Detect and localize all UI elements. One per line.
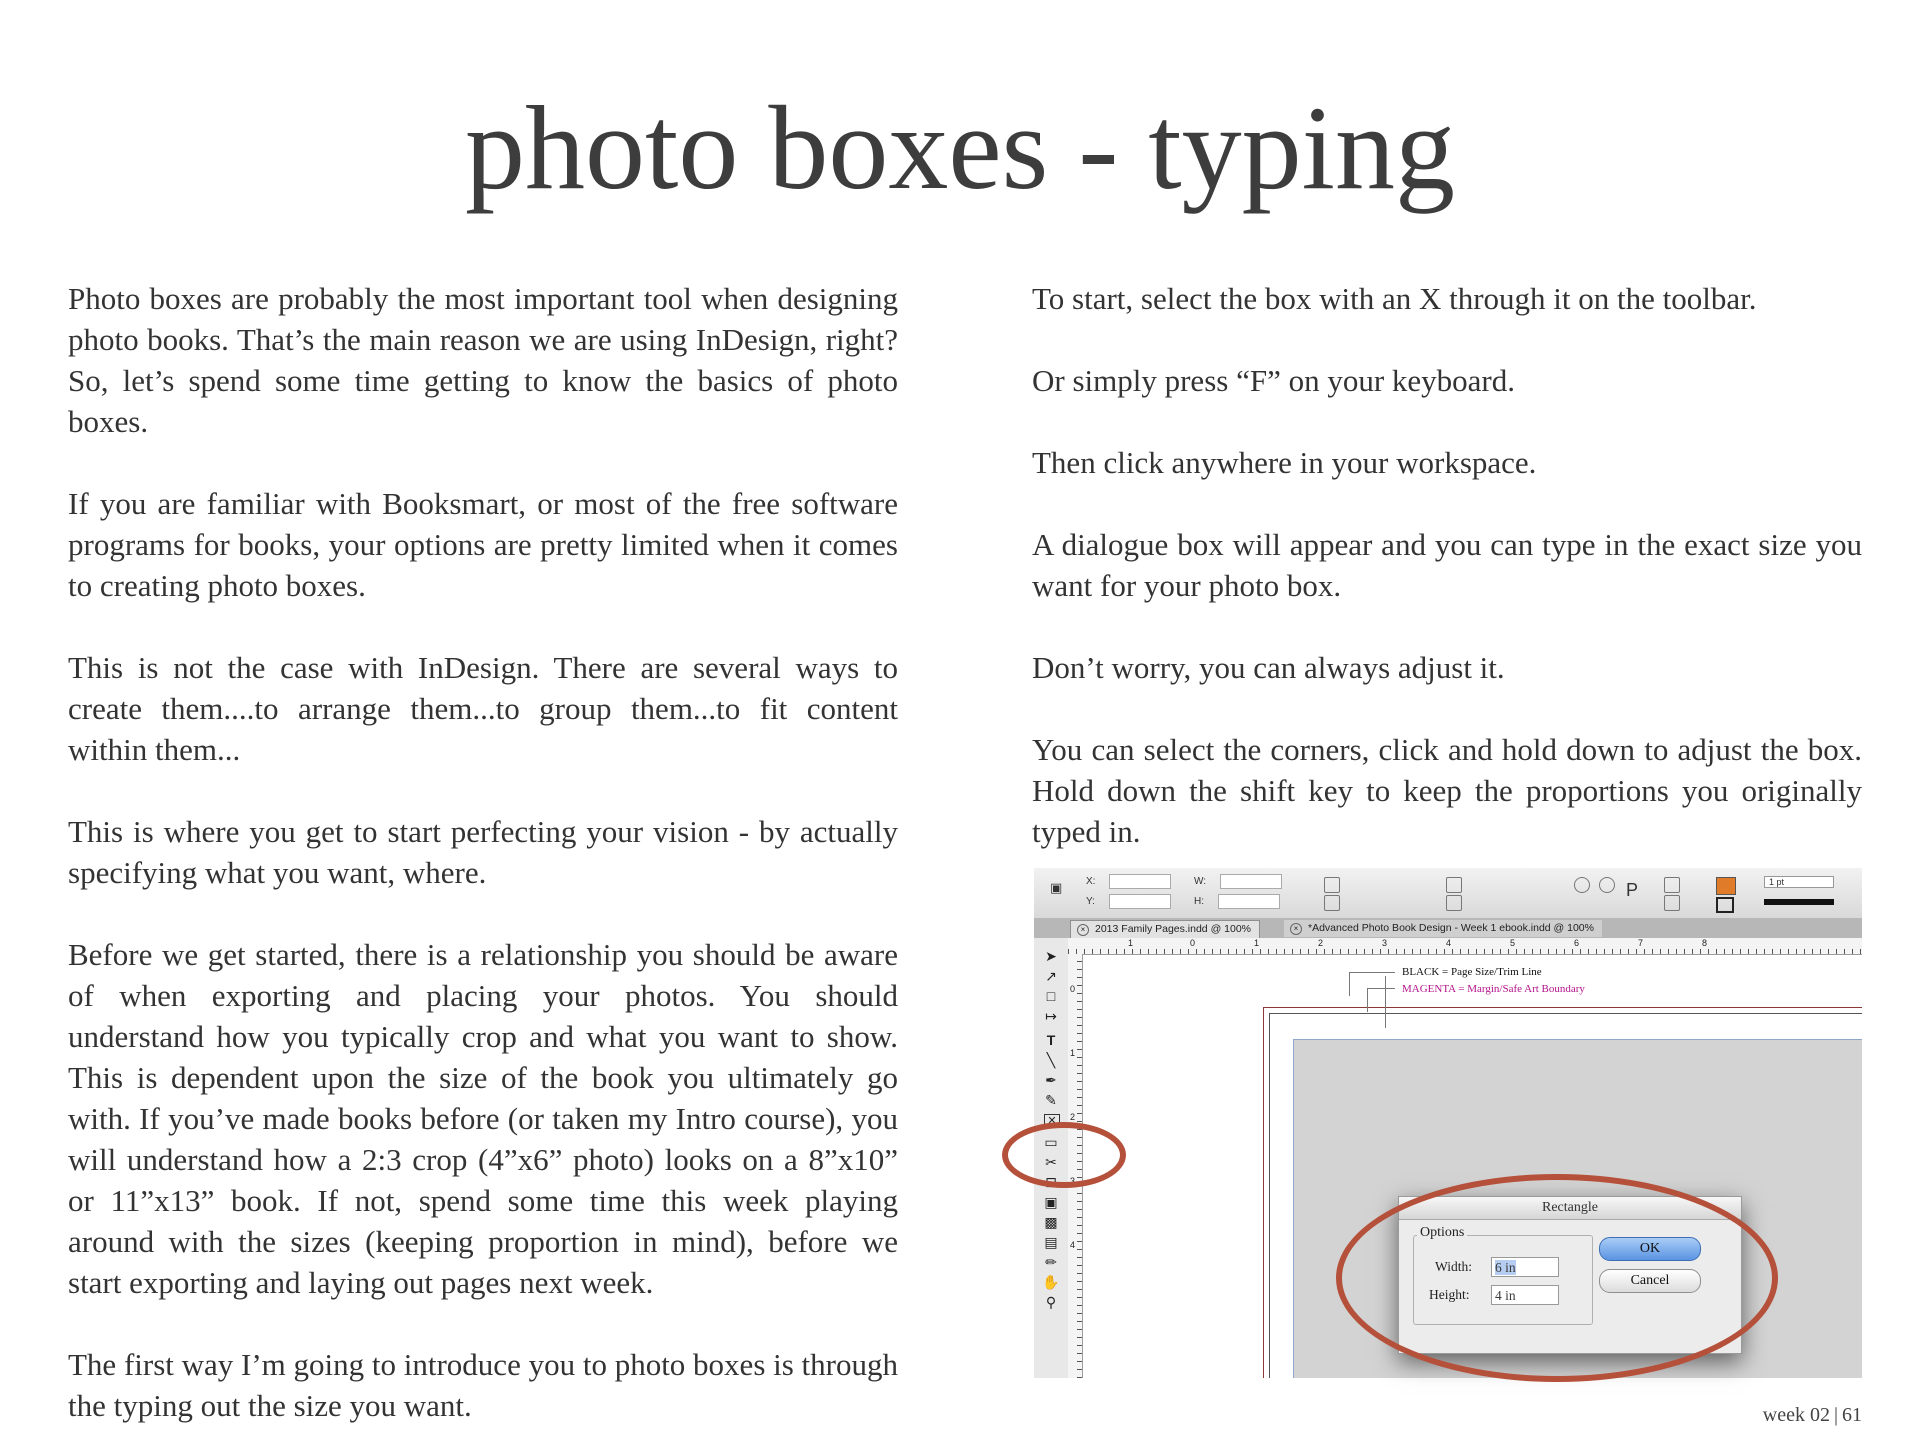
dialog-highlight-circle: [1336, 1174, 1778, 1382]
height-field[interactable]: 4 in: [1491, 1285, 1559, 1305]
tool-highlight-circle: [1002, 1122, 1126, 1188]
page-tool-icon[interactable]: □: [1046, 988, 1056, 1004]
horizontal-ruler: [1068, 938, 1862, 955]
reference-point-icon: ▣: [1050, 880, 1063, 895]
note-tool-icon[interactable]: ▤: [1044, 1234, 1058, 1250]
right-column: [1032, 278, 1862, 852]
close-icon[interactable]: ×: [1077, 924, 1089, 936]
paragraph: This is where you get to start perfecting your vision - by actually specifying what you want, where.: [68, 814, 898, 890]
rotate-icon[interactable]: [1446, 877, 1462, 893]
line-tool-icon[interactable]: ╲: [1046, 1052, 1056, 1068]
paragraph: Before we get started, there is a relationship you should be aware of when exporting and placing your photos. You should understand how you typically crop and what you want to show. This is dependent upon the size of the book you ultimately go with. If you’ve made books before (or taken my Intro course), you will understand how a 2:3 crop (4”x6” photo) looks on a 8”x10” or 11”x13” book. If not, spend some time this week playing around with the sizes (keeping proportion in mind), before we start exporting and laying out pages next week.: [68, 937, 898, 1300]
dialog-title: Rectangle: [1399, 1197, 1741, 1220]
ruler-number: 0: [1070, 984, 1076, 994]
selection-tool-icon[interactable]: ➤: [1045, 948, 1057, 964]
scale-y-icon[interactable]: [1324, 895, 1340, 911]
paragraph: Or simply press “F” on your keyboard.: [1032, 363, 1515, 398]
scissors-tool-icon[interactable]: ✂: [1045, 1154, 1057, 1170]
ruler-number: 2: [1318, 938, 1324, 948]
footer-week: week 02: [1762, 1404, 1830, 1426]
gradient-tool-icon[interactable]: ▣: [1044, 1194, 1058, 1210]
arrow-line: [1367, 988, 1368, 1012]
y-field[interactable]: Y:: [1086, 894, 1171, 909]
ruler-number: 6: [1574, 938, 1580, 948]
cancel-button[interactable]: Cancel: [1599, 1269, 1701, 1293]
page-number: 61: [1842, 1404, 1862, 1426]
x-field[interactable]: X:: [1086, 874, 1171, 889]
paragraph: Then click anywhere in your workspace.: [1032, 445, 1537, 480]
paragraph: Photo boxes are probably the most important tool when designing photo books. That’s the main reason we are using InDesign, right? So, let’s spend some time getting to know the basics of photo boxes.: [68, 281, 898, 439]
eyedropper-tool-icon[interactable]: ✏: [1045, 1254, 1057, 1270]
rectangle-frame-tool-icon[interactable]: ✕: [1044, 1114, 1060, 1128]
arrow-line: [1349, 972, 1350, 996]
ruler-number: 4: [1070, 1240, 1076, 1250]
p-icon[interactable]: P: [1626, 880, 1639, 900]
gradient-feather-tool-icon[interactable]: ▩: [1044, 1214, 1058, 1230]
hand-tool-icon[interactable]: ✋: [1042, 1274, 1060, 1290]
arrow-line: [1385, 976, 1386, 1028]
ruler-number: 4: [1446, 938, 1452, 948]
tab-advanced-photo-book[interactable]: × *Advanced Photo Book Design - Week 1 ebook.indd @ 100%: [1284, 920, 1602, 937]
close-icon[interactable]: ×: [1290, 923, 1302, 935]
stroke-swatch-icon[interactable]: [1716, 897, 1734, 913]
ruler-number: 3: [1070, 1176, 1076, 1186]
ruler-number: 5: [1510, 938, 1516, 948]
type-tool-icon[interactable]: T: [1046, 1032, 1056, 1048]
legend-line: [1349, 972, 1395, 973]
scale-x-icon[interactable]: [1324, 877, 1340, 893]
stroke-weight-field[interactable]: 1 pt: [1764, 876, 1834, 888]
h-field[interactable]: H:: [1194, 894, 1280, 909]
paragraph: You can select the corners, click and hold down to adjust the box. Hold down the shift key to keep the proportions you originally typed in.: [1032, 732, 1862, 849]
width-field[interactable]: 6 in: [1491, 1257, 1559, 1277]
page-title: photo boxes - typing: [465, 81, 1455, 214]
direct-selection-tool-icon[interactable]: ↗: [1045, 968, 1057, 984]
fill-swatch-icon[interactable]: [1716, 877, 1736, 895]
legend-magenta: MAGENTA = Margin/Safe Art Boundary: [1402, 983, 1585, 995]
select-container-icon[interactable]: [1664, 877, 1680, 893]
height-label: Height:: [1429, 1287, 1470, 1302]
shear-icon[interactable]: [1446, 895, 1462, 911]
tab-family-pages[interactable]: × 2013 Family Pages.indd @ 100%: [1070, 920, 1260, 938]
gap-tool-icon[interactable]: ↦: [1045, 1008, 1057, 1024]
w-field[interactable]: W:: [1194, 874, 1282, 889]
footer-separator: |: [1833, 1404, 1838, 1426]
pencil-tool-icon[interactable]: ✎: [1045, 1092, 1057, 1108]
ruler-number: 1: [1128, 938, 1134, 948]
paragraph: To start, select the box with an X through it on the toolbar.: [1032, 281, 1757, 316]
ruler-number: 0: [1190, 938, 1196, 948]
rectangle-tool-icon[interactable]: ▭: [1044, 1134, 1058, 1150]
ok-button[interactable]: OK: [1599, 1237, 1701, 1261]
select-content-icon[interactable]: [1664, 895, 1680, 911]
legend-line: [1367, 988, 1395, 989]
stroke-style-swatch[interactable]: [1764, 899, 1834, 905]
legend-black: BLACK = Page Size/Trim Line: [1402, 966, 1542, 978]
options-label: Options: [1417, 1225, 1467, 1241]
ruler-number: 2: [1070, 1112, 1076, 1122]
paragraph: Don’t worry, you can always adjust it.: [1032, 650, 1505, 685]
ruler-number: 1: [1254, 938, 1260, 948]
ruler-number: 7: [1638, 938, 1644, 948]
page-footer: [1763, 1404, 1862, 1427]
left-column: [68, 278, 898, 1426]
ruler-number: 1: [1070, 1048, 1076, 1058]
free-transform-tool-icon[interactable]: ⊡: [1045, 1174, 1057, 1190]
paragraph: The first way I’m going to introduce you to photo boxes is through the typing out the size you want.: [68, 1347, 898, 1423]
pen-tool-icon[interactable]: ✒: [1045, 1072, 1057, 1088]
paragraph: This is not the case with InDesign. There are several ways to create them....to arrange them...to group them...to fit content within them...: [68, 650, 898, 767]
ruler-number: 8: [1702, 938, 1708, 948]
rotate-ccw-icon[interactable]: [1599, 877, 1615, 893]
paragraph: A dialogue box will appear and you can type in the exact size you want for your photo box.: [1032, 527, 1862, 603]
paragraph: If you are familiar with Booksmart, or most of the free software programs for books, your options are pretty limited when it comes to creating photo boxes.: [68, 486, 898, 603]
rotate-cw-icon[interactable]: [1574, 877, 1590, 893]
control-bar: [1034, 868, 1862, 919]
ruler-number: 3: [1382, 938, 1388, 948]
width-label: Width:: [1435, 1259, 1472, 1274]
document-tab-bar: [1034, 918, 1862, 939]
zoom-tool-icon[interactable]: ⚲: [1045, 1294, 1057, 1310]
